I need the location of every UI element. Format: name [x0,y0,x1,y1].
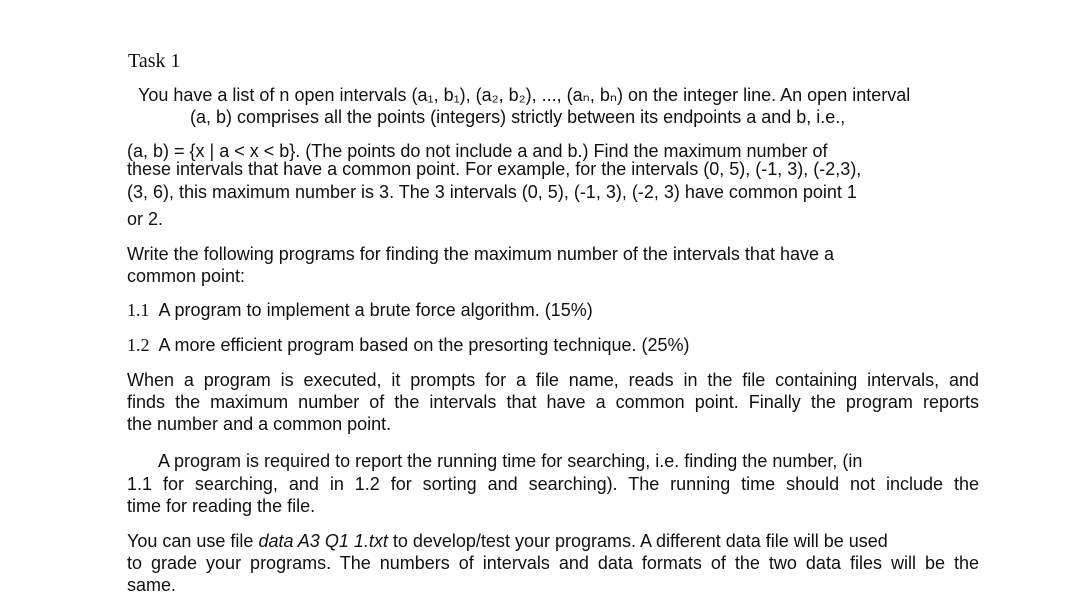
task-title: Task 1 [128,50,181,72]
item-1-2 [127,334,690,356]
intro-line-4: these intervals that have a common point. For example, for the intervals (0, 5), (-1, 3), (-2,3), [127,159,862,179]
running-time-line-3: time for reading the file. [127,496,316,516]
item-number: 1.1 [127,300,150,320]
data-file-name: data A3 Q1 1.txt [258,531,388,551]
execution-line-1: When a program is executed, it prompts for a file name, reads in the file containing intervals, and [127,370,979,390]
intro-line-2: (a, b) comprises all the points (integers) strictly between its endpoints a and b, i.e., [190,107,846,127]
data-file-line-3: same. [127,575,177,595]
item-text: A more efficient program based on the presorting technique. (25%) [158,335,690,355]
running-time-line-1: A program is required to report the running time for searching, i.e. finding the number, (in [158,451,863,471]
running-time-line-2: 1.1 for searching, and in 1.2 for sorting and searching). The running time should not include the [127,474,979,494]
data-file-line-2: to grade your programs. The numbers of intervals and data formats of the two data files will be the [127,553,979,573]
data-file-line-1 [127,530,979,552]
item-1-1 [127,299,593,321]
data-file-suffix: to develop/test your programs. A different data file will be used [387,531,888,551]
item-text: A program to implement a brute force algorithm. (15%) [158,300,593,320]
intro-line-5: (3, 6), this maximum number is 3. The 3 intervals (0, 5), (-1, 3), (-2, 3) have common point 1 [127,182,857,202]
data-file-prefix: You can use file [127,531,259,551]
item-number: 1.2 [127,335,150,355]
intro-line-1: You have a list of n open intervals (a₁, b₁), (a₂, b₂), ..., (aₙ, bₙ) on the integer line. An open interval [138,85,911,105]
programs-intro-line-2: common point: [127,266,246,286]
programs-intro-line-1: Write the following programs for finding the maximum number of the intervals that have a [127,244,835,264]
intro-line-6: or 2. [127,209,164,229]
execution-line-3: the number and a common point. [127,414,392,434]
intro-line-3: (a, b) = {x | a < x < b}. (The points do not include a and b.) Find the maximum number of [127,141,828,161]
execution-line-2: finds the maximum number of the intervals that have a common point. Finally the program reports [127,392,979,412]
